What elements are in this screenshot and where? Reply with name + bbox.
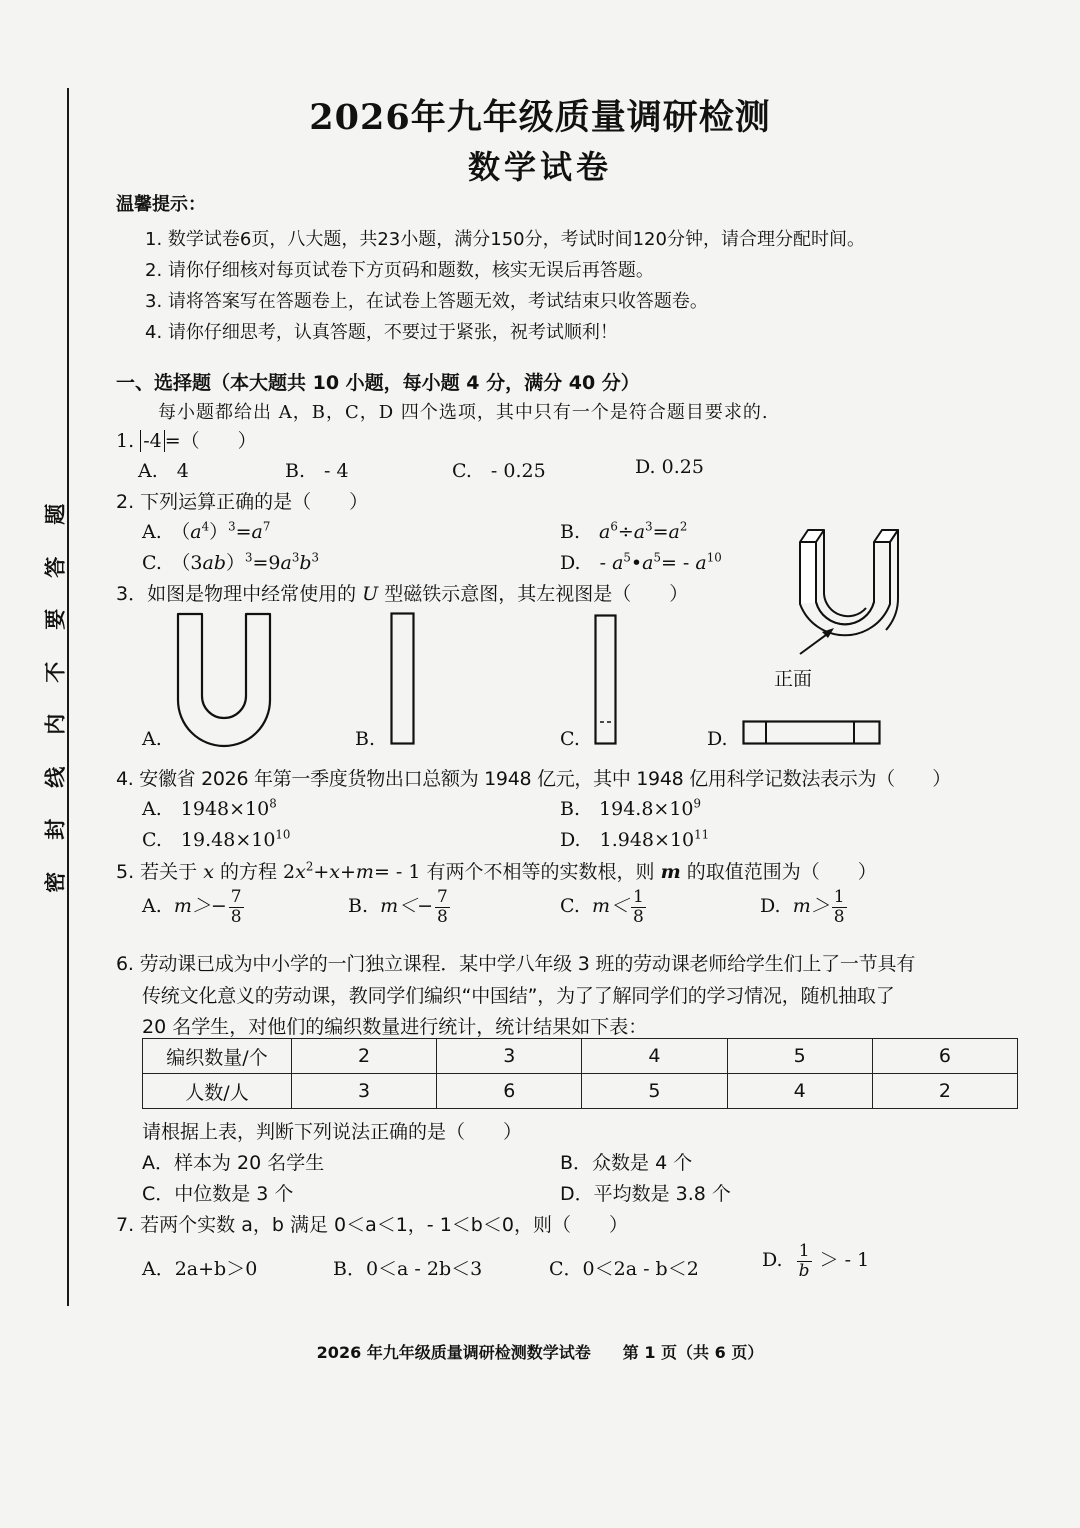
q5-option-c (560, 888, 648, 926)
fraction-denominator: 8 (633, 906, 644, 927)
fraction-denominator: 8 (230, 906, 242, 927)
seal-char: 要 (41, 608, 67, 630)
notice-item: 1. 数学试卷6页，八大题，共23小题，满分150分，考试时间120分钟，请合理分配时间。 (145, 229, 865, 250)
q5-option-label: C. (560, 895, 580, 918)
q3-figure-d (742, 720, 882, 746)
q6-question: 请根据上表，判断下列说法正确的是（ ） (142, 1121, 523, 1143)
question-5-stem: 5. 若关于 x 的方程 $2x^2+x+m= - 1$ 有两个不相等的实数根，则 m 的取值范围为（ ） (116, 859, 877, 883)
notice-item: 4. 请你仔细思考，认真答题，不要过于紧张，祝考试顺利！ (145, 322, 618, 343)
q2-option-label: C. (142, 552, 162, 574)
table-cell: 4 (582, 1039, 727, 1074)
question-3-stem (116, 579, 688, 606)
q4-option-mantissa: 1.948×10 (599, 829, 695, 851)
q3-option-label: C. (560, 728, 580, 750)
q5-option-label: A. (142, 895, 162, 918)
table-row (143, 1039, 1018, 1074)
q2-option-label: A. (142, 521, 162, 543)
q4-option-exponent: 8 (269, 796, 277, 811)
table-cell: 人数/人 (143, 1074, 292, 1109)
question-4-stem: 4. 安徽省 2026 年第一季度货物出口总额为 1948 亿元，其中 1948 亿用科学记数法表示为（ ） (116, 768, 951, 790)
question-6-line: 6. 劳动课已成为中小学的一门独立课程．某中学八年级 3 班的劳动课老师给学生们上了一节具有 (116, 953, 916, 975)
q3-stem-prefix: 3．如图是物理中经常使用的 (116, 583, 357, 605)
front-label: 正面 (774, 668, 813, 690)
table-cell: 2 (872, 1074, 1017, 1109)
q4-option-a (142, 794, 277, 821)
question-6-line: 20 名学生，对他们的编织数量进行统计，统计结果如下表： (142, 1016, 648, 1038)
q5-option-relation: m＞− (173, 895, 227, 918)
q2-option-a: A. $(a^4)^3=a^7$ (142, 519, 271, 543)
page-footer: 2026 年九年级质量调研检测数学试卷 第 1 页（共 6 页） (316, 1343, 764, 1362)
table-cell: 3 (292, 1074, 437, 1109)
section-heading: 一、选择题（本大题共 10 小题，每小题 4 分，满分 40 分） (116, 372, 640, 394)
seal-char: 封 (41, 818, 67, 840)
q1-option-d: D. 0.25 (635, 456, 704, 478)
q6-option-d: D．平均数是 3.8 个 (560, 1183, 731, 1205)
q4-option-label: A. (142, 798, 162, 820)
q6-option-b: B．众数是 4 个 (560, 1152, 693, 1174)
q5-option-label: D. (760, 895, 781, 918)
q5-fraction (631, 888, 646, 926)
q6-option-c: C．中位数是 3 个 (142, 1183, 294, 1205)
fraction-denominator: 8 (833, 906, 845, 927)
q1-number: 1. (116, 430, 135, 452)
q3-stem-u: U (362, 583, 379, 605)
seal-char: 线 (41, 766, 67, 788)
q4-option-exponent: 11 (694, 827, 710, 842)
q7-fraction (797, 1242, 812, 1280)
u-magnet-figure (786, 518, 916, 660)
table-cell: 5 (727, 1039, 872, 1074)
table-cell: 2 (292, 1039, 437, 1074)
page-title: 2026年九年级质量调研检测 (309, 97, 771, 138)
q5-fraction (435, 888, 450, 926)
q5-option-relation: m＜− (380, 895, 434, 918)
q4-option-mantissa: 1948×10 (180, 798, 270, 820)
q3-figure-c (594, 614, 618, 746)
fraction-denominator: 8 (437, 906, 448, 927)
q3-option-label: B. (355, 728, 376, 750)
question-7-stem: 7. 若两个实数 a，b 满足 0＜a＜1，- 1＜b＜0，则（ ） (116, 1214, 628, 1236)
q5-option-d (760, 888, 849, 926)
q6-stats-table (142, 1038, 1018, 1109)
q5-option-relation: m＞ (792, 895, 830, 918)
notice-item: 2. 请你仔细核对每页试卷下方页码和题数，核实无误后再答题。 (145, 260, 654, 281)
q1-rest: =（ ） (164, 430, 257, 452)
q4-option-exponent: 10 (275, 827, 291, 842)
notice-item: 3. 请将答案写在答题卷上，在试卷上答题无效，考试结束只收答题卷。 (145, 291, 708, 312)
q1-option-a: A. 4 (138, 460, 189, 482)
q2-option-label: D. (560, 552, 581, 574)
fraction-numerator: 1 (633, 887, 644, 907)
question-6-line: 传统文化意义的劳动课，教同学们编织“中国结”，为了了解同学们的学习情况，随机抽取了 (142, 985, 895, 1007)
q4-option-d (560, 825, 709, 852)
q5-stem-part: 的方程 (219, 861, 277, 883)
table-row (143, 1074, 1018, 1109)
table-cell: 6 (437, 1074, 582, 1109)
q4-option-b (560, 794, 701, 821)
fraction-numerator: 1 (798, 1241, 810, 1261)
q4-option-label: D. (560, 829, 581, 851)
q5-option-label: B. (348, 895, 369, 918)
q2-option-c: C. $(3ab)^3=9a^3b^3$ (142, 550, 320, 574)
q5-fraction (832, 888, 847, 926)
fraction-denominator: b (798, 1260, 810, 1281)
q4-option-mantissa: 194.8×10 (599, 798, 694, 820)
q2-option-label: B. (560, 521, 581, 543)
q5-option-relation: m＜ (592, 895, 630, 918)
table-cell: 5 (582, 1074, 727, 1109)
q7-option-label: D. (762, 1249, 783, 1272)
seal-text (40, 488, 70, 908)
fraction-numerator: 7 (230, 887, 242, 907)
q3-figure-a (176, 612, 272, 748)
q2-option-b: B. $a^6\div a^3=a^2$ (560, 519, 688, 543)
q3-stem-suffix: 型磁铁示意图，其左视图是（ ） (384, 583, 689, 605)
q3-option-label: A. (142, 728, 162, 750)
seal-char: 内 (41, 713, 67, 735)
page-subtitle: 数学试卷 (467, 148, 612, 186)
q5-stem-part: 的取值范围为（ ） (686, 861, 877, 883)
q1-option-c: C. - 0.25 (452, 460, 546, 482)
q5-stem-part: 5. 若关于 (116, 861, 198, 883)
table-cell: 6 (872, 1039, 1017, 1074)
q7-option-d (762, 1242, 869, 1280)
q5-option-b (348, 888, 452, 926)
section-instruction: 每小题都给出 A，B，C，D 四个选项，其中只有一个是符合题目要求的. (158, 402, 769, 423)
q2-option-d: D. - $a^5•a^5= - a^{10}$ (560, 550, 722, 574)
seal-char: 不 (41, 661, 67, 683)
table-cell: 4 (727, 1074, 872, 1109)
q4-option-exponent: 9 (693, 796, 702, 811)
q3-option-label: D. (707, 728, 728, 750)
q1-abs-value: -4 (140, 430, 165, 452)
q5-stem-part: 有两个不相等的实数根，则 (426, 861, 655, 883)
q7-option-c: C．0＜2a - b＜2 (549, 1258, 699, 1280)
q4-option-label: B. (560, 798, 581, 820)
question-2-stem: 2. 下列运算正确的是（ ） (116, 491, 369, 513)
fraction-numerator: 7 (437, 887, 448, 907)
seal-char: 答 (41, 556, 67, 578)
q5-option-a (142, 888, 246, 926)
q7-option-a: A．2a+b＞0 (142, 1258, 258, 1280)
q4-option-mantissa: 19.48×10 (180, 829, 276, 851)
notice-heading: 温馨提示： (116, 194, 206, 215)
q4-option-label: C. (142, 829, 162, 851)
q7-option-d-rest: ＞ - 1 (819, 1249, 870, 1272)
q7-option-b: B．0＜a - 2b＜3 (333, 1258, 483, 1280)
table-cell: 3 (437, 1039, 582, 1074)
seal-char: 题 (41, 503, 67, 525)
q6-option-a: A．样本为 20 名学生 (142, 1152, 325, 1174)
fraction-numerator: 1 (833, 887, 845, 907)
q1-option-b: B. - 4 (285, 460, 349, 482)
table-cell: 编织数量/个 (143, 1039, 292, 1074)
seal-char: 密 (41, 871, 67, 893)
q5-fraction (229, 888, 244, 926)
question-1-stem (116, 426, 257, 453)
q3-figure-b (390, 612, 416, 746)
q4-option-c (142, 825, 290, 852)
